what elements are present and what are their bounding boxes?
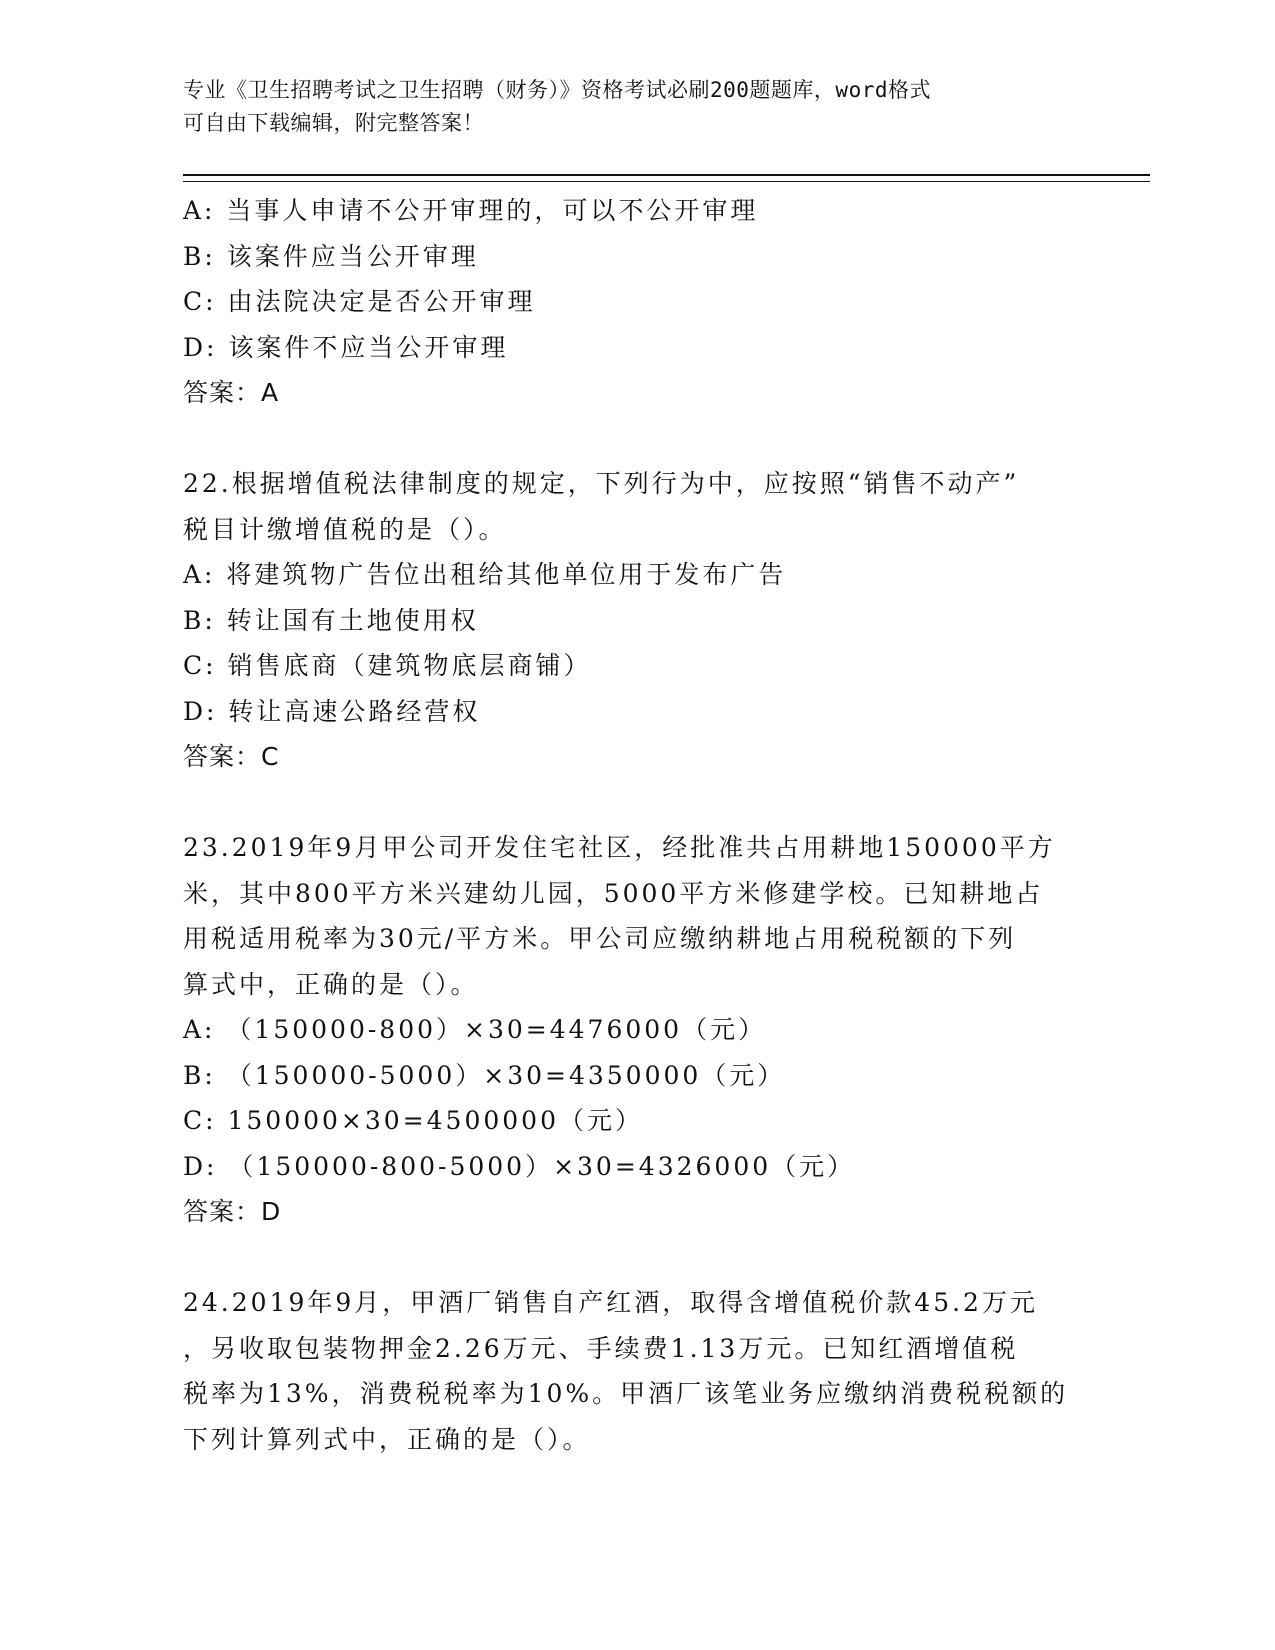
answer: 答案：D bbox=[183, 1197, 282, 1226]
stem-line: 22.根据增值税法律制度的规定，下列行为中，应按照“销售不动产” bbox=[183, 469, 1020, 498]
answer: 答案：A bbox=[183, 378, 280, 407]
header-rule-thin bbox=[183, 181, 1150, 182]
stem-line: 下列计算列式中，正确的是（）。 bbox=[183, 1424, 591, 1454]
header-rule-thick bbox=[183, 174, 1150, 176]
option-c: C: 150000×30=4500000（元） bbox=[183, 1106, 643, 1135]
question-22 bbox=[183, 461, 1083, 780]
question-23 bbox=[183, 825, 1083, 1235]
option-d: D: （150000-800-5000）×30=4326000（元） bbox=[183, 1151, 856, 1181]
spacer bbox=[183, 780, 1083, 826]
document-body bbox=[183, 188, 1083, 1462]
spacer bbox=[183, 1235, 1083, 1281]
spacer bbox=[183, 416, 1083, 462]
question-stem bbox=[183, 461, 1083, 552]
option-b: B: 转让国有土地使用权 bbox=[183, 605, 479, 635]
option-b: B: （150000-5000）×30=4350000（元） bbox=[183, 1060, 786, 1090]
stem-line: 米，其中800平方米兴建幼儿园，5000平方米修建学校。已知耕地占 bbox=[183, 878, 1044, 908]
stem-line: 算式中，正确的是（）。 bbox=[183, 969, 479, 999]
stem-line: 24.2019年9月，甲酒厂销售自产红酒，取得含增值税价款45.2万元 bbox=[183, 1288, 1038, 1317]
stem-line: 税率为13%，消费税税率为10%。甲酒厂该笔业务应缴纳消费税税额的 bbox=[183, 1379, 1069, 1408]
option-c: C: 销售底商（建筑物底层商铺） bbox=[183, 651, 592, 680]
option-b: B: 该案件应当公开审理 bbox=[183, 241, 479, 271]
document-header bbox=[183, 74, 1063, 140]
stem-line: 23.2019年9月甲公司开发住宅社区，经批准共占用耕地150000平方 bbox=[183, 833, 1056, 862]
option-a: A: 将建筑物广告位出租给其他单位用于发布广告 bbox=[183, 560, 787, 589]
answer: 答案：C bbox=[183, 742, 280, 771]
stem-line: ，另收取包装物押金2.26万元、手续费1.13万元。已知红酒增值税 bbox=[183, 1333, 1019, 1363]
option-d: D: 该案件不应当公开审理 bbox=[183, 332, 509, 362]
option-d: D: 转让高速公路经营权 bbox=[183, 696, 481, 726]
question-stem bbox=[183, 1280, 1083, 1462]
option-a: A: （150000-800）×30=4476000（元） bbox=[183, 1015, 767, 1044]
option-a: A: 当事人申请不公开审理的，可以不公开审理 bbox=[183, 196, 759, 225]
header-line-2: 可自由下载编辑，附完整答案！ bbox=[183, 111, 484, 135]
stem-line: 税目计缴增值税的是（）。 bbox=[183, 514, 507, 544]
header-line-1: 专业《卫生招聘考试之卫生招聘（财务）》资格考试必刷200题题库，word格式 bbox=[183, 78, 931, 102]
question-24 bbox=[183, 1280, 1083, 1462]
question-21 bbox=[183, 188, 1083, 416]
question-stem bbox=[183, 825, 1083, 1007]
stem-line: 用税适用税率为30元/平方米。甲公司应缴纳耕地占用税税额的下列 bbox=[183, 924, 1017, 953]
option-c: C: 由法院决定是否公开审理 bbox=[183, 287, 536, 316]
